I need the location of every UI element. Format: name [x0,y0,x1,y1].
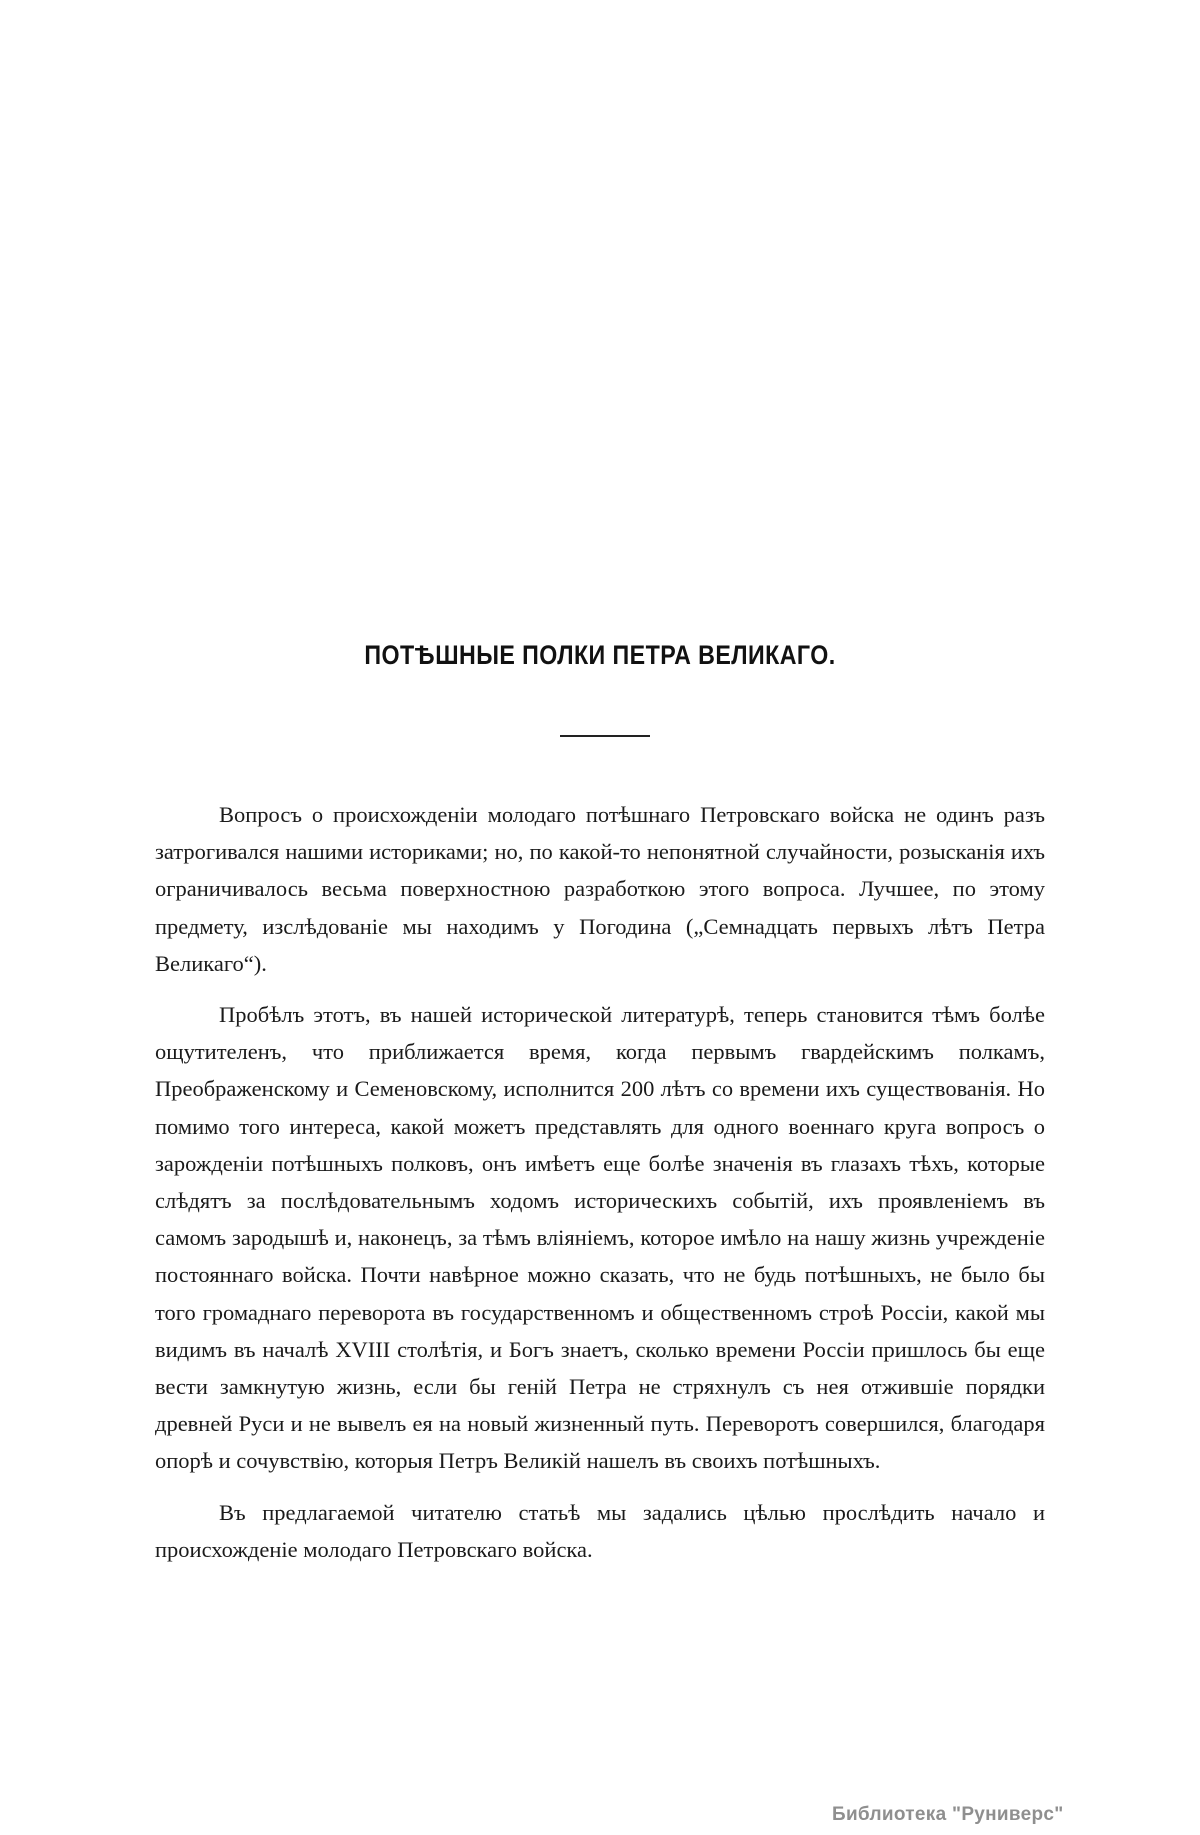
library-watermark: Библиотека "Руниверс" [832,1804,1064,1825]
paragraph-2: Пробѣлъ этотъ, въ нашей исторической литературѣ, теперь становится тѣмъ болѣе ощутителенъ, что приближается время, когда первымъ гвардейскимъ полкамъ, Преображенскому и Семеновскому, исполнится 200 лѣтъ со времени ихъ существованія. Но помимо того интереса, какой можетъ представлять для одного военнаго круга вопросъ о зарожденіи потѣшныхъ полковъ, онъ имѣетъ еще болѣе значенія въ глазахъ тѣхъ, которые слѣдятъ за послѣдовательнымъ ходомъ историческихъ событій, ихъ проявленіемъ въ самомъ зародышѣ и, наконецъ, за тѣмъ вліяніемъ, которое имѣло на нашу жизнь учрежденіе постояннаго войска. Почти навѣрное можно сказать, что не будь потѣшныхъ, не было бы того громаднаго переворота въ государственномъ и общественномъ строѣ Россіи, какой мы видимъ въ началѣ XVIII столѣтія, и Богъ знаетъ, сколько времени Россіи пришлось бы еще вести замкнутую жизнь, если бы геній Петра не стряхнулъ съ нея отжившіе порядки древней Руси и не вывелъ ея на новый жизненный путь. Переворотъ совершился, благодаря опорѣ и сочувствію, которыя Петръ Великій нашелъ въ своихъ потѣшныхъ. [155,1002,1045,1474]
body-text [155,796,1045,1582]
paragraph-3: Въ предлагаемой читателю статьѣ мы задались цѣлью прослѣдить начало и происхожденіе молодаго Петровскаго войска. [155,1499,1045,1562]
chapter-title: ПОТѢШНЫЕ ПОЛКИ ПЕТРА ВЕЛИКАГО. [364,640,836,670]
paragraph-1: Вопросъ о происхожденіи молодаго потѣшнаго Петровскаго войска не одинъ разъ затрогивался нашими историками; но, по какой-то непонятной случайности, розысканія ихъ ограничивалось весьма поверхностною разработкою этого вопроса. Лучшее, по этому предмету, изслѣдованіе мы находимъ у Погодина („Семнадцать первыхъ лѣтъ Петра Великаго“). [155,802,1045,976]
title-divider [560,735,650,737]
